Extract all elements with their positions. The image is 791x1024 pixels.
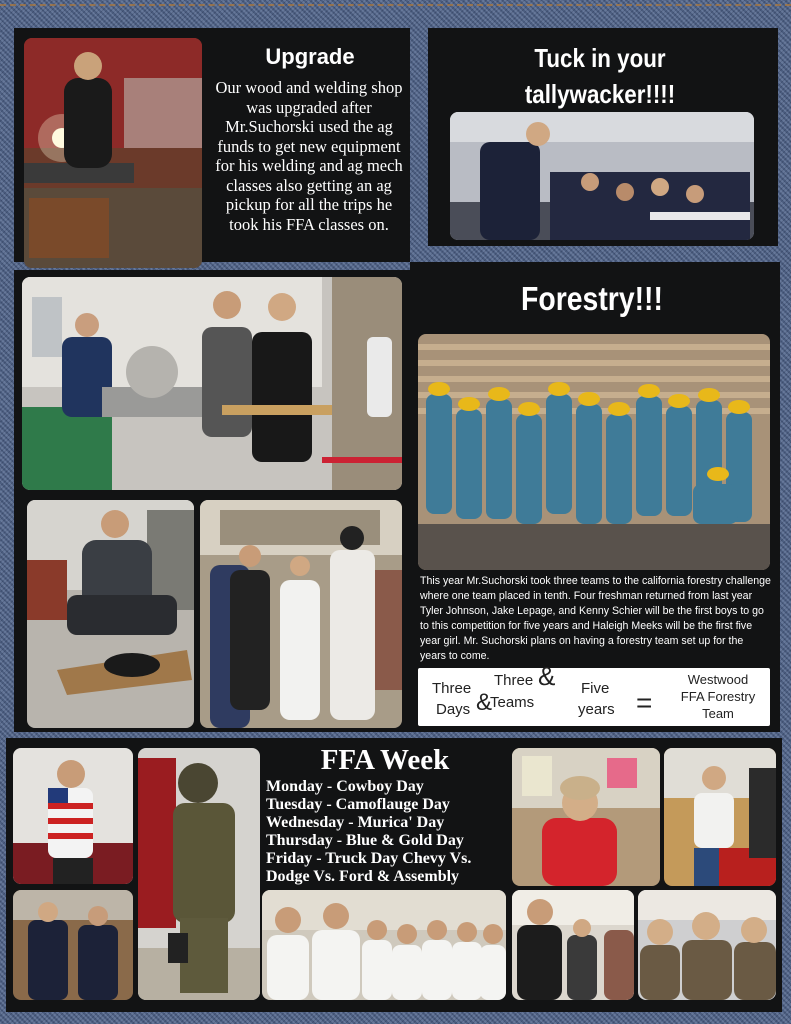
ffa-week-title: FFA Week	[320, 744, 450, 776]
eq-days: Days	[436, 701, 471, 718]
ffa-day-monday: Monday - Cowboy Day	[266, 778, 424, 795]
ffa-week-days	[266, 778, 516, 886]
upgrade-title: Upgrade	[265, 44, 355, 69]
ffa-day-wednesday: Wednesday - Murica' Day	[266, 814, 445, 831]
dress-photo	[450, 112, 754, 240]
white-shirts-photo	[262, 890, 506, 1000]
eq-three2: Three	[494, 672, 534, 689]
tuck-title-line1: Tuck in your	[534, 43, 666, 73]
hallway-photo	[512, 890, 634, 1000]
ffa-day-thursday: Thursday - Blue & Gold Day	[266, 832, 464, 849]
camo-ladies-photo	[638, 890, 776, 1000]
tuck-title-line2: tallywacker!!!!	[524, 79, 676, 109]
ffa-day-friday-cont: Dodge Vs. Ford & Assembly	[266, 868, 460, 885]
forestry-body: This year Mr.Suchorski took three teams to the california forestry challenge where one team placed in tenth. Four freshman returned from last year Tyler Johnson, Jake Lepage, and Kenny Schier will be the first boys to go to this competition for five years and Haleigh Meeks will be the first five year girl. Mr. Suchorski plans on having a forestry team set up for the years to come.	[420, 575, 771, 662]
eq-result-line1: Westwood	[687, 672, 749, 687]
camo-photo	[138, 748, 260, 1000]
forestry-equation	[418, 661, 770, 726]
eq-amp2: &	[538, 661, 556, 691]
stitching	[0, 4, 791, 6]
tuck-title	[462, 40, 737, 112]
eq-result-line3: Team	[702, 706, 734, 721]
forestry-title: Forestry!!!	[521, 280, 663, 317]
class-photo	[200, 500, 402, 728]
eq-five: Five	[581, 680, 610, 697]
ffa-day-friday: Friday - Truck Day Chevy Vs.	[266, 850, 472, 867]
suits-photo	[13, 890, 133, 1000]
ffa-day-tuesday: Tuesday - Camoflauge Day	[266, 796, 450, 813]
saw-photo	[22, 277, 402, 490]
welding-floor-photo	[27, 500, 194, 728]
gym-photo	[664, 748, 776, 886]
eq-teams: Teams	[490, 694, 535, 711]
eq-amp1: &	[476, 689, 493, 716]
flag-shirt-photo	[13, 748, 133, 884]
eq-three: Three	[432, 680, 472, 697]
welding-photo	[24, 38, 202, 268]
upgrade-body: Our wood and welding shop was upgraded after Mr.Suchorski used the ag funds to get new equipment for his welding and ag mech classes also getting an ag pickup for all the trips he took his FFA classes on.	[215, 78, 403, 234]
eq-result-line2: FFA Forestry	[680, 689, 756, 704]
office-photo	[512, 748, 660, 886]
eq-years: years	[578, 701, 615, 718]
forestry-team-photo	[418, 334, 770, 570]
eq-equals: =	[636, 687, 653, 718]
